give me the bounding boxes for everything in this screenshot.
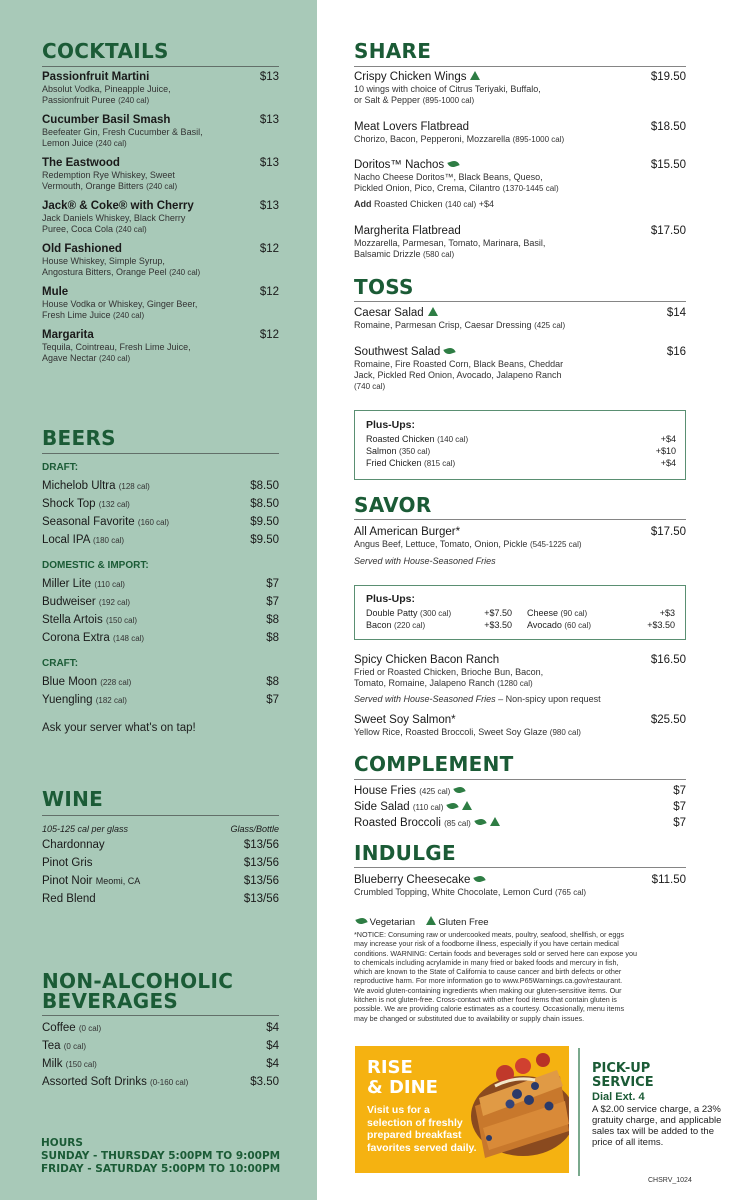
item-calories: (300 cal) (420, 609, 452, 618)
nonalc-heading: NON-ALCOHOLIC (42, 969, 234, 993)
dessert-item (354, 873, 686, 898)
item-description: House Vodka or Whiskey, Ginger Beer, (42, 299, 198, 309)
item-description: Chorizo, Bacon, Pepperoni, Mozzarella (354, 134, 511, 144)
beer-row (42, 479, 279, 494)
plus-up-name: Cheese (527, 608, 559, 618)
plus-up-price: +$4 (660, 458, 676, 468)
gluten-free-icon (462, 801, 472, 810)
item-price: $17.50 (650, 225, 686, 237)
cocktail-item (42, 199, 279, 235)
served-with-note: Served with House-Seasoned Fries (354, 556, 496, 566)
item-calories: (192 cal) (98, 598, 131, 607)
item-name: Pinot Gris (42, 857, 93, 869)
toss-heading: TOSS (354, 275, 414, 299)
item-calories: (160 cal) (137, 518, 170, 527)
beverage-row (42, 1075, 279, 1090)
plus-up-name: Avocado (527, 620, 562, 630)
item-name: Old Fashioned (42, 243, 122, 255)
item-calories: (128 cal) (118, 482, 150, 491)
plus-up-row (366, 457, 676, 470)
item-calories: (580 cal) (423, 250, 455, 259)
item-name: Spicy Chicken Bacon Ranch (354, 654, 500, 666)
beer-row (42, 595, 279, 610)
hours-block (41, 1137, 280, 1176)
item-description: Agave Nectar (42, 353, 97, 363)
salad-item (354, 306, 686, 331)
wine-row (42, 856, 279, 870)
item-calories: (425 cal) (534, 321, 566, 330)
item-calories: (240 cal) (99, 354, 131, 363)
item-calories: (132 cal) (98, 500, 130, 509)
item-name: Caesar Salad (354, 307, 424, 319)
item-price: $11.50 (651, 874, 686, 886)
item-name: Yuengling (42, 694, 93, 706)
legend-vegetarian: Vegetarian (369, 917, 416, 928)
notice-line: may be changed or substituted due to availability or supply chain issues. (354, 1013, 585, 1023)
entree-item (354, 713, 686, 738)
item-description: Vermouth, Orange Bitters (42, 181, 144, 191)
wine-cal-note: 105-125 cal per glass (42, 824, 129, 834)
beer-row (42, 577, 279, 592)
pickup-text: A $2.00 service charge, a 23% gratuity charge, and applicable sales tax will be added to the price of all items. (592, 1104, 722, 1148)
item-price: $17.50 (650, 526, 686, 538)
notice-line: reproductive harm. For more information go to www.P65Warnings.ca.gov/restaurant. (354, 976, 623, 986)
item-name: Pinot Noir (42, 875, 93, 887)
item-name: Roasted Broccoli (354, 817, 441, 829)
item-description: Lemon Juice (42, 138, 94, 148)
item-name: Miller Lite (42, 578, 92, 590)
french-toast-image (465, 1046, 569, 1173)
gluten-free-icon (490, 817, 500, 826)
item-name: Doritos™ Nachos (354, 159, 445, 171)
vegetarian-icon (444, 346, 456, 355)
beer-row (42, 675, 279, 690)
item-calories: (765 cal) (554, 888, 587, 897)
item-name: Seasonal Favorite (42, 516, 135, 528)
item-calories: (815 cal) (424, 459, 456, 468)
item-price: $13/56 (243, 839, 279, 851)
item-price: $18.50 (650, 121, 686, 133)
item-description: Balsamic Drizzle (354, 249, 421, 259)
item-name: Coffee (42, 1022, 76, 1034)
vegetarian-icon (454, 785, 466, 794)
item-name: Milk (42, 1058, 63, 1070)
gluten-free-icon (428, 307, 438, 316)
item-name: Cucumber Basil Smash (42, 114, 171, 126)
item-calories: (180 cal) (92, 536, 125, 545)
item-calories: (240 cal) (118, 96, 150, 105)
legend (354, 916, 489, 928)
item-name: Chardonnay (42, 839, 105, 851)
item-calories: (240 cal) (146, 182, 178, 191)
item-calories: (228 cal) (100, 678, 132, 687)
vegetarian-icon (447, 801, 459, 810)
item-description: Nacho Cheese Doritos™, Black Beans, Queso, (354, 172, 543, 182)
item-name: Meat Lovers Flatbread (354, 121, 470, 133)
side-row (354, 816, 686, 831)
cocktail-item (42, 328, 279, 364)
item-name: Tea (42, 1040, 61, 1052)
item-price: $7 (673, 801, 686, 813)
item-price: $4 (266, 1022, 279, 1034)
item-description: Tequila, Cointreau, Fresh Lime Juice, (42, 342, 191, 352)
item-calories: (220 cal) (394, 621, 426, 630)
savor-divider (354, 519, 686, 520)
item-name: Assorted Soft Drinks (42, 1076, 147, 1088)
wine-row (42, 838, 279, 852)
item-calories: (240 cal) (95, 139, 127, 148)
plus-up-price: +$3.50 (647, 620, 675, 630)
vegetarian-icon (447, 159, 459, 168)
beer-row (42, 693, 279, 708)
item-price: $7 (673, 817, 686, 829)
item-name: Budweiser (42, 596, 96, 608)
beverage-row (42, 1039, 279, 1054)
gluten-free-icon (426, 916, 436, 925)
item-price: $9.50 (250, 516, 279, 528)
item-calories: (140 cal) (437, 435, 469, 444)
item-description: Puree, Coca Cola (42, 224, 114, 234)
rise-and-dine-promo (355, 1046, 569, 1173)
beverage-row (42, 1057, 279, 1072)
item-name: Corona Extra (42, 632, 110, 644)
item-calories: (110 cal) (412, 803, 444, 812)
salad-item (354, 345, 686, 392)
tap-note: Ask your server what's on tap! (42, 722, 196, 734)
vegetarian-icon (474, 817, 486, 826)
domestic-label: DOMESTIC & IMPORT: (42, 560, 149, 571)
item-description: House Whiskey, Simple Syrup, (42, 256, 165, 266)
item-price: $8 (266, 614, 279, 626)
notice-line: *NOTICE: Consuming raw or undercooked meats, poultry, seafood, shellfish, or eggs (354, 930, 624, 939)
share-divider (354, 66, 686, 67)
item-description: Romaine, Parmesan Crisp, Caesar Dressing (354, 320, 532, 330)
indulge-divider (354, 867, 686, 868)
item-price: $13/56 (243, 857, 279, 869)
wine-price-header: Glass/Bottle (230, 824, 279, 834)
item-description: 10 wings with choice of Citrus Teriyaki, Buffalo, (354, 84, 541, 94)
item-price: $4 (266, 1040, 279, 1052)
item-calories: (110 cal) (94, 580, 125, 589)
vegetarian-icon (474, 874, 486, 883)
notice-line: may increase your risk of a foodborne illness, especially if you have certain medical (354, 939, 619, 949)
pickup-title-line: PICK-UP (592, 1061, 651, 1076)
draft-label: DRAFT: (42, 462, 79, 473)
promo-title (367, 1058, 438, 1098)
promo-title-line: RISE (367, 1057, 413, 1078)
cocktails-heading: COCKTAILS (42, 39, 169, 63)
item-calories: (1370-1445 cal) (502, 184, 559, 193)
item-price: $4 (266, 1058, 279, 1070)
toss-plus-ups-box (354, 410, 686, 480)
add-option: Roasted Chicken (374, 199, 443, 209)
pickup-extension: Dial Ext. 4 (592, 1091, 645, 1103)
hours-line: SUNDAY - THURSDAY 5:00PM TO 9:00PM (41, 1150, 281, 1162)
item-description: Crumbled Topping, White Chocolate, Lemon Curd (354, 887, 553, 897)
item-price: $13/56 (243, 893, 279, 905)
item-name: Shock Top (42, 498, 96, 510)
served-with-note: Served with House-Seasoned Fries (354, 694, 496, 704)
cocktails-divider (42, 66, 279, 67)
wine-divider (42, 815, 279, 816)
plus-up-price: +$3.50 (484, 620, 512, 630)
legend-gluten-free: Gluten Free (438, 917, 489, 928)
item-price: $12 (259, 243, 279, 255)
wine-subheader (42, 822, 279, 836)
item-name: Passionfruit Martini (42, 71, 150, 83)
item-price: $13 (259, 71, 279, 83)
pickup-title-line: SERVICE (592, 1075, 654, 1090)
item-price: $9.50 (250, 534, 279, 546)
item-calories: (85 cal) (444, 819, 471, 828)
nonalc-divider (42, 1015, 279, 1016)
add-price: +$4 (478, 199, 494, 209)
item-calories: (895-1000 cal) (422, 96, 475, 105)
plus-up-row (527, 619, 675, 632)
item-name: All American Burger* (354, 526, 461, 538)
beer-row (42, 631, 279, 646)
item-price: $13 (259, 157, 279, 169)
hours-title: HOURS (41, 1137, 83, 1149)
item-description: Romaine, Fire Roasted Corn, Black Beans, Cheddar (354, 359, 564, 369)
item-price: $8.50 (250, 498, 279, 510)
item-name: Sweet Soy Salmon* (354, 714, 456, 726)
item-description: Passionfruit Puree (42, 95, 116, 105)
spice-note: – Non-spicy upon request (495, 694, 601, 704)
nonalc-heading-line2: BEVERAGES (42, 989, 179, 1013)
item-description: or Salt & Pepper (354, 95, 421, 105)
notice-line: possible. We are providing calorie estimates as a courtesy. Occasionally, menu items (354, 1004, 625, 1014)
wine-row (42, 874, 279, 888)
item-price: $13 (259, 200, 279, 212)
beer-row (42, 497, 279, 512)
cocktail-item (42, 242, 279, 278)
item-description: Tomato, Romaine, Jalapeno Ranch (354, 678, 495, 688)
side-row (354, 800, 686, 815)
item-calories: (0 cal) (63, 1042, 86, 1051)
item-description: Pickled Onion, Pico, Crema, Cilantro (354, 183, 501, 193)
beer-row (42, 533, 279, 548)
item-description: Fresh Lime Juice (42, 310, 111, 320)
item-description: Angus Beef, Lettuce, Tomato, Onion, Pickle (354, 539, 528, 549)
item-price: $19.50 (650, 71, 686, 83)
item-calories: (182 cal) (95, 696, 127, 705)
item-price: $13 (259, 114, 279, 126)
plus-up-price: +$7.50 (484, 608, 512, 618)
notice-line: conditions. WARNING: Certain foods and beverages sold or served here can expose you (354, 948, 637, 958)
item-description: Jack Daniels Whiskey, Black Cherry (42, 213, 186, 223)
item-calories: (150 cal) (65, 1060, 97, 1069)
item-description: Angostura Bitters, Orange Peel (42, 267, 167, 277)
savor-plus-ups-box (354, 585, 686, 640)
item-description: Redemption Rye Whiskey, Sweet (42, 170, 175, 180)
item-name: Side Salad (354, 801, 410, 813)
item-price: $8 (266, 676, 279, 688)
gluten-free-icon (470, 71, 480, 80)
item-calories: (90 cal) (560, 609, 588, 618)
share-item (354, 158, 686, 210)
item-name: Stella Artois (42, 614, 103, 626)
share-heading: SHARE (354, 39, 432, 63)
item-name: Red Blend (42, 893, 96, 905)
item-calories: (148 cal) (112, 634, 145, 643)
plus-up-name: Fried Chicken (366, 458, 422, 468)
item-name: The Eastwood (42, 157, 120, 169)
item-calories: (980 cal) (549, 728, 581, 737)
beer-row (42, 613, 279, 628)
pickup-title (592, 1062, 654, 1090)
toss-divider (354, 301, 686, 302)
beverage-row (42, 1021, 279, 1036)
notice-line: kitchen is not gluten-free. Cross-contact with other food items that contain gluten is (354, 995, 617, 1005)
item-price: $7 (673, 785, 686, 797)
item-price: $13/56 (243, 875, 279, 887)
notice-line: which are known to the State of California to cause cancer and birth defects or other (354, 967, 622, 977)
wine-row (42, 892, 279, 906)
share-item (354, 70, 686, 106)
complement-heading: COMPLEMENT (354, 752, 514, 776)
item-calories: (0 cal) (78, 1024, 102, 1033)
item-name: House Fries (354, 785, 416, 797)
item-name: Mule (42, 286, 69, 298)
indulge-heading: INDULGE (354, 841, 456, 865)
craft-label: CRAFT: (42, 658, 79, 669)
item-name: Blueberry Cheesecake (354, 874, 471, 886)
menu-code: CHSRV_1024 (648, 1177, 692, 1184)
item-calories: (350 cal) (399, 447, 431, 456)
item-calories: (60 cal) (564, 621, 592, 630)
plus-up-name: Salmon (366, 446, 397, 456)
hours-line: FRIDAY - SATURDAY 5:00PM TO 10:00PM (41, 1163, 281, 1175)
item-name: Jack® & Coke® with Cherry (42, 200, 194, 212)
item-price: $15.50 (650, 159, 686, 171)
item-calories: (140 cal) (445, 200, 477, 209)
item-price: $12 (259, 286, 279, 298)
savor-heading: SAVOR (354, 493, 432, 517)
plus-up-name: Roasted Chicken (366, 434, 435, 444)
notice-text (354, 930, 694, 1023)
beers-divider (42, 453, 279, 454)
plus-up-price: +$10 (655, 446, 676, 456)
share-item (354, 120, 686, 145)
item-name: Local IPA (42, 534, 90, 546)
plus-up-name: Double Patty (366, 608, 418, 618)
item-price: $3.50 (250, 1076, 279, 1088)
item-description: Mozzarella, Parmesan, Tomato, Marinara, Basil, (354, 238, 546, 248)
entree-item (354, 525, 686, 567)
item-price: $12 (259, 329, 279, 341)
item-price: $8 (266, 632, 279, 644)
item-price: $14 (666, 307, 686, 319)
item-price: $7 (266, 578, 279, 590)
add-label: Add (354, 199, 372, 209)
item-name: Blue Moon (42, 676, 97, 688)
item-name: Southwest Salad (354, 346, 441, 358)
cocktail-item (42, 156, 279, 192)
item-calories: (740 cal) (354, 382, 386, 391)
plus-up-price: +$4 (660, 434, 676, 444)
promo-title-line: & DINE (367, 1077, 438, 1098)
plus-up-name: Bacon (366, 620, 392, 630)
item-description: Jack, Pickled Red Onion, Avocado, Jalapeno Ranch (354, 370, 562, 380)
plus-up-row (366, 619, 512, 632)
item-name: Margarita (42, 329, 94, 341)
item-price: $7 (266, 694, 279, 706)
cocktail-item (42, 70, 279, 106)
item-name: Michelob Ultra (42, 480, 116, 492)
beers-heading: BEERS (42, 426, 116, 450)
share-item (354, 224, 686, 260)
item-price: $16.50 (650, 654, 686, 666)
complement-divider (354, 779, 686, 780)
entree-item (354, 653, 686, 705)
item-calories: (240 cal) (113, 311, 145, 320)
item-description: Fried or Roasted Chicken, Brioche Bun, Bacon, (354, 667, 544, 677)
cocktail-item (42, 285, 279, 321)
plus-ups-title: Plus-Ups: (366, 419, 416, 431)
item-calories: (0-160 cal) (150, 1078, 189, 1087)
item-name: Margherita Flatbread (354, 225, 461, 237)
plus-up-price: +$3 (659, 608, 675, 618)
notice-line: We avoid gluten-containing ingredients when making our gluten-sensitive items. Our (354, 985, 622, 995)
item-price: $16 (666, 346, 686, 358)
item-description: Beefeater Gin, Fresh Cucumber & Basil, (42, 127, 203, 137)
plus-ups-title: Plus-Ups: (366, 593, 416, 605)
item-calories: (545-1225 cal) (529, 540, 582, 549)
item-description: Yellow Rice, Roasted Broccoli, Sweet Soy Glaze (354, 727, 548, 737)
item-description: Absolut Vodka, Pineapple Juice, (42, 84, 171, 94)
item-price: $7 (266, 596, 279, 608)
item-origin: Meomi, CA (95, 876, 141, 886)
side-row (354, 784, 686, 799)
beer-row (42, 515, 279, 530)
item-calories: (895-1000 cal) (512, 135, 565, 144)
vegetarian-icon (355, 916, 367, 925)
item-calories: (425 cal) (419, 787, 451, 796)
cocktail-item (42, 113, 279, 149)
item-name: Crispy Chicken Wings (354, 71, 467, 83)
notice-line: to chemicals including acrylamide in many fried or baked foods and mercury in fish, (354, 957, 619, 967)
item-calories: (150 cal) (105, 616, 138, 625)
item-calories: (1280 cal) (497, 679, 533, 688)
promo-text: Visit us for a selection of freshly prepared breakfast favorites served daily. (367, 1104, 477, 1154)
item-calories: (240 cal) (115, 225, 147, 234)
item-calories: (240 cal) (169, 268, 201, 277)
pickup-service-box (578, 1048, 729, 1176)
wine-heading: WINE (42, 787, 104, 811)
item-price: $25.50 (650, 714, 686, 726)
item-price: $8.50 (250, 480, 279, 492)
